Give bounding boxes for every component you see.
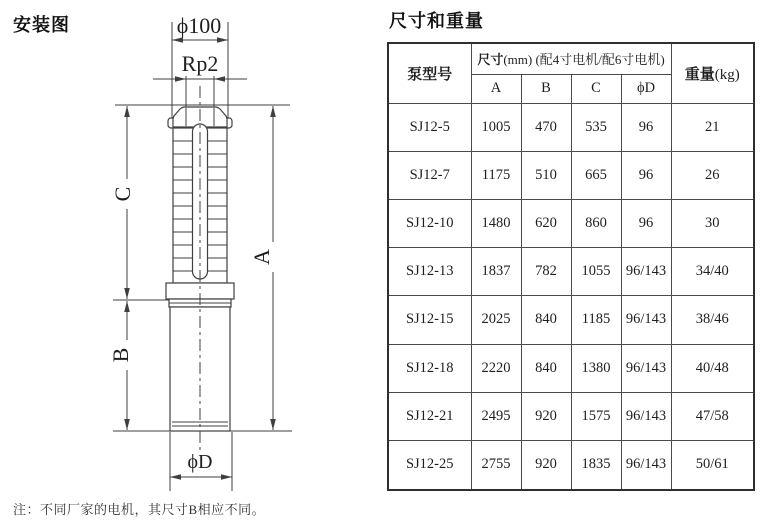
table-row [388, 248, 754, 296]
col-header-c: C [571, 74, 621, 103]
cell-a: 2025 [471, 296, 521, 344]
table-row [388, 440, 754, 490]
cell-b: 840 [521, 296, 571, 344]
cell-weight: 47/58 [671, 392, 754, 440]
cell-b: 470 [521, 103, 571, 151]
col-header-weight: 重量(kg) [671, 43, 754, 103]
cell-c: 1055 [571, 248, 621, 296]
dim-b [108, 301, 134, 430]
cell-model: SJ12-7 [388, 151, 471, 199]
table-row [388, 392, 754, 440]
cell-c: 535 [571, 103, 621, 151]
cell-a: 1480 [471, 199, 521, 247]
cell-model: SJ12-18 [388, 344, 471, 392]
table-row [388, 151, 754, 199]
dim-label-b: B [108, 347, 134, 363]
table-row [388, 199, 754, 247]
arrowhead-right-icon [175, 76, 186, 82]
arrowhead-left-icon [172, 37, 183, 43]
dim-a [249, 106, 276, 430]
cell-a: 1005 [471, 103, 521, 151]
col-header-b: B [521, 74, 571, 103]
dim-label-a: A [249, 249, 275, 265]
dim-label-phid: ϕD [187, 451, 213, 473]
footnote: 注：不同厂家的电机，其尺寸B相应不同。 [13, 502, 266, 517]
cell-a: 2755 [471, 440, 521, 490]
cell-weight: 50/61 [671, 440, 754, 490]
cell-c: 860 [571, 199, 621, 247]
dim-c [110, 106, 136, 299]
pump-installation-drawing [0, 0, 385, 522]
cell-d: 96/143 [621, 440, 671, 490]
col-header-phid: ϕD [621, 74, 671, 103]
cell-c: 1575 [571, 392, 621, 440]
dimensions-weight-title: 尺寸和重量 [389, 11, 484, 31]
cell-d: 96 [621, 199, 671, 247]
arrowhead-right-icon [221, 474, 232, 480]
dim-label-rp2: Rp2 [181, 51, 219, 76]
cell-c: 1380 [571, 344, 621, 392]
arrowhead-left-icon [214, 76, 225, 82]
cell-model: SJ12-25 [388, 440, 471, 490]
arrowhead-up-icon [270, 106, 276, 117]
table-row [388, 344, 754, 392]
table-row [388, 296, 754, 344]
cell-d: 96/143 [621, 392, 671, 440]
cell-model: SJ12-10 [388, 199, 471, 247]
cell-weight: 40/48 [671, 344, 754, 392]
cell-weight: 38/46 [671, 296, 754, 344]
arrowhead-up-icon [124, 106, 130, 117]
dimensions-weight-table [387, 42, 755, 491]
cell-a: 1175 [471, 151, 521, 199]
cell-b: 620 [521, 199, 571, 247]
cell-a: 2495 [471, 392, 521, 440]
dim-label-c: C [110, 186, 136, 202]
dim-label-phi100: ϕ100 [176, 13, 222, 38]
col-header-a: A [471, 74, 521, 103]
cell-b: 510 [521, 151, 571, 199]
arrowhead-down-icon [270, 419, 276, 430]
cell-weight: 30 [671, 199, 754, 247]
cell-weight: 26 [671, 151, 754, 199]
cell-weight: 21 [671, 103, 754, 151]
arrowhead-down-icon [124, 419, 130, 430]
cell-c: 1185 [571, 296, 621, 344]
installation-diagram-title: 安装图 [13, 15, 70, 35]
cell-b: 920 [521, 440, 571, 490]
col-header-model: 泵型号 [388, 43, 471, 103]
cell-b: 920 [521, 392, 571, 440]
cell-model: SJ12-13 [388, 248, 471, 296]
cell-c: 665 [571, 151, 621, 199]
cell-weight: 34/40 [671, 248, 754, 296]
cell-model: SJ12-5 [388, 103, 471, 151]
table-row [388, 103, 754, 151]
arrowhead-down-icon [124, 288, 130, 299]
cell-b: 782 [521, 248, 571, 296]
cell-d: 96/143 [621, 248, 671, 296]
col-header-dimensions-group: 尺寸(mm) (配4寸电机/配6寸电机) [471, 43, 671, 74]
dim-rp2 [153, 48, 247, 108]
cell-c: 1835 [571, 440, 621, 490]
arrowhead-left-icon [170, 474, 181, 480]
arrowhead-up-icon [124, 301, 130, 312]
arrowhead-right-icon [217, 37, 228, 43]
cell-b: 840 [521, 344, 571, 392]
cell-a: 2220 [471, 344, 521, 392]
dim-phid [170, 432, 232, 491]
cell-d: 96/143 [621, 344, 671, 392]
cell-d: 96/143 [621, 296, 671, 344]
cell-d: 96 [621, 103, 671, 151]
cell-d: 96 [621, 151, 671, 199]
cell-model: SJ12-15 [388, 296, 471, 344]
cell-a: 1837 [471, 248, 521, 296]
cell-model: SJ12-21 [388, 392, 471, 440]
